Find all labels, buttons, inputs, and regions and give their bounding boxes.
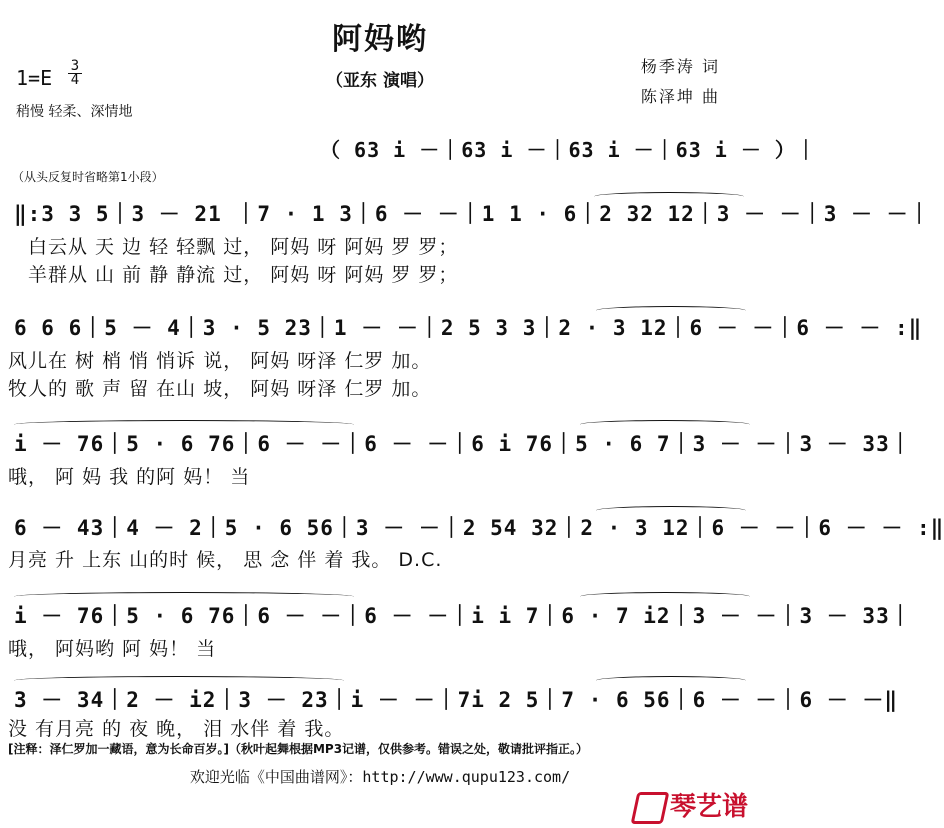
lyric-row-1a: 白云从 天 边 轻 轻飘 过， 阿妈 呀 阿妈 罗 罗； [28,236,459,258]
tempo-marking: 稍慢 轻柔、深情地 [16,104,133,120]
lyric-row-4: 月亮 升 上东 山的时 候， 思 念 伴 着 我。 D.C. [8,549,443,571]
performer-subtitle: （亚东 演唱） [326,71,434,91]
lyric-row-2a: 风儿在 树 梢 悄 悄诉 说， 阿妈 呀泽 仁罗 加。 [8,350,432,372]
notation-row-5: i － 76｜5 · 6 76｜6 － －｜6 － －｜i i 7｜6 · 7 i2｜3 － －｜3 － 33｜ [14,604,912,628]
notation-row-2: 6 6 6｜5 － 4｜3 · 5 23｜1 － －｜2 5 3 3｜2 · 3 12｜6 － －｜6 － － :‖ [14,316,923,340]
time-signature [68,60,82,87]
lyric-row-1b: 羊群从 山 前 静 静流 过， 阿妈 呀 阿妈 罗 罗； [28,264,459,286]
tie-arc [14,676,344,685]
time-top: 3 [68,60,82,74]
lyric-row-6: 没 有月亮 的 夜 晚， 泪 水伴 着 我。 [8,718,345,740]
lyricist-credit: 杨季涛 词 [640,57,720,76]
tie-arc [580,592,750,601]
lyric-row-2b: 牧人的 歌 声 留 在山 坡， 阿妈 呀泽 仁罗 加。 [8,378,432,400]
lyric-row-3: 哦， 阿 妈 我 的阿 妈！ 当 [8,466,251,488]
notation-row-3: i － 76｜5 · 6 76｜6 － －｜6 － －｜6 i 76｜5 · 6 7｜3 － －｜3 － 33｜ [14,432,912,456]
tie-arc [596,306,746,315]
logo-text: 琴艺谱 [670,792,749,822]
repeat-note: （从头反复时省略第1小段） [12,170,164,184]
site-logo [634,786,748,824]
lyric-row-5: 哦， 阿妈哟 阿 妈！ 当 [8,638,217,660]
notation-row-4: 6 － 43｜4 － 2｜5 · 6 56｜3 － －｜2 54 32｜2 · 3 12｜6 － －｜6 － － :‖ [14,516,944,540]
footnote: [注释：泽仁罗加一藏语，意为长命百岁。]（秋叶起舞根据MP3记谱，仅供参考。错误之处，敬请批评指正。） [8,742,589,756]
key-signature [16,58,80,90]
notation-row-6: 3 － 34｜2 － i2｜3 － 23｜i － －｜7i 2 5｜7 · 6 56｜6 － －｜6 － －‖ [14,688,899,712]
tie-arc [14,420,354,429]
tie-arc [596,676,746,685]
key-label: 1=E [16,66,53,90]
tie-arc [580,420,750,429]
welcome-line: 欢迎光临《中国曲谱网》：http://www.qupu123.com/ [189,768,571,786]
time-bottom: 4 [70,72,80,88]
tie-arc [594,192,744,201]
intro-line: （ 63 i －｜63 i －｜63 i －｜63 i － ）｜ [320,138,817,162]
page-title: 阿妈哟 [332,22,428,57]
notation-row-1: ‖:3 3 5｜3 － 21 ｜7 · 1 3｜6 － －｜1 1 · 6｜2 32 12｜3 － －｜3 － －｜ [14,202,931,226]
composer-credit: 陈泽坤 曲 [640,87,720,106]
logo-mark-icon [631,792,670,824]
tie-arc [14,592,354,601]
tie-arc [596,506,746,515]
